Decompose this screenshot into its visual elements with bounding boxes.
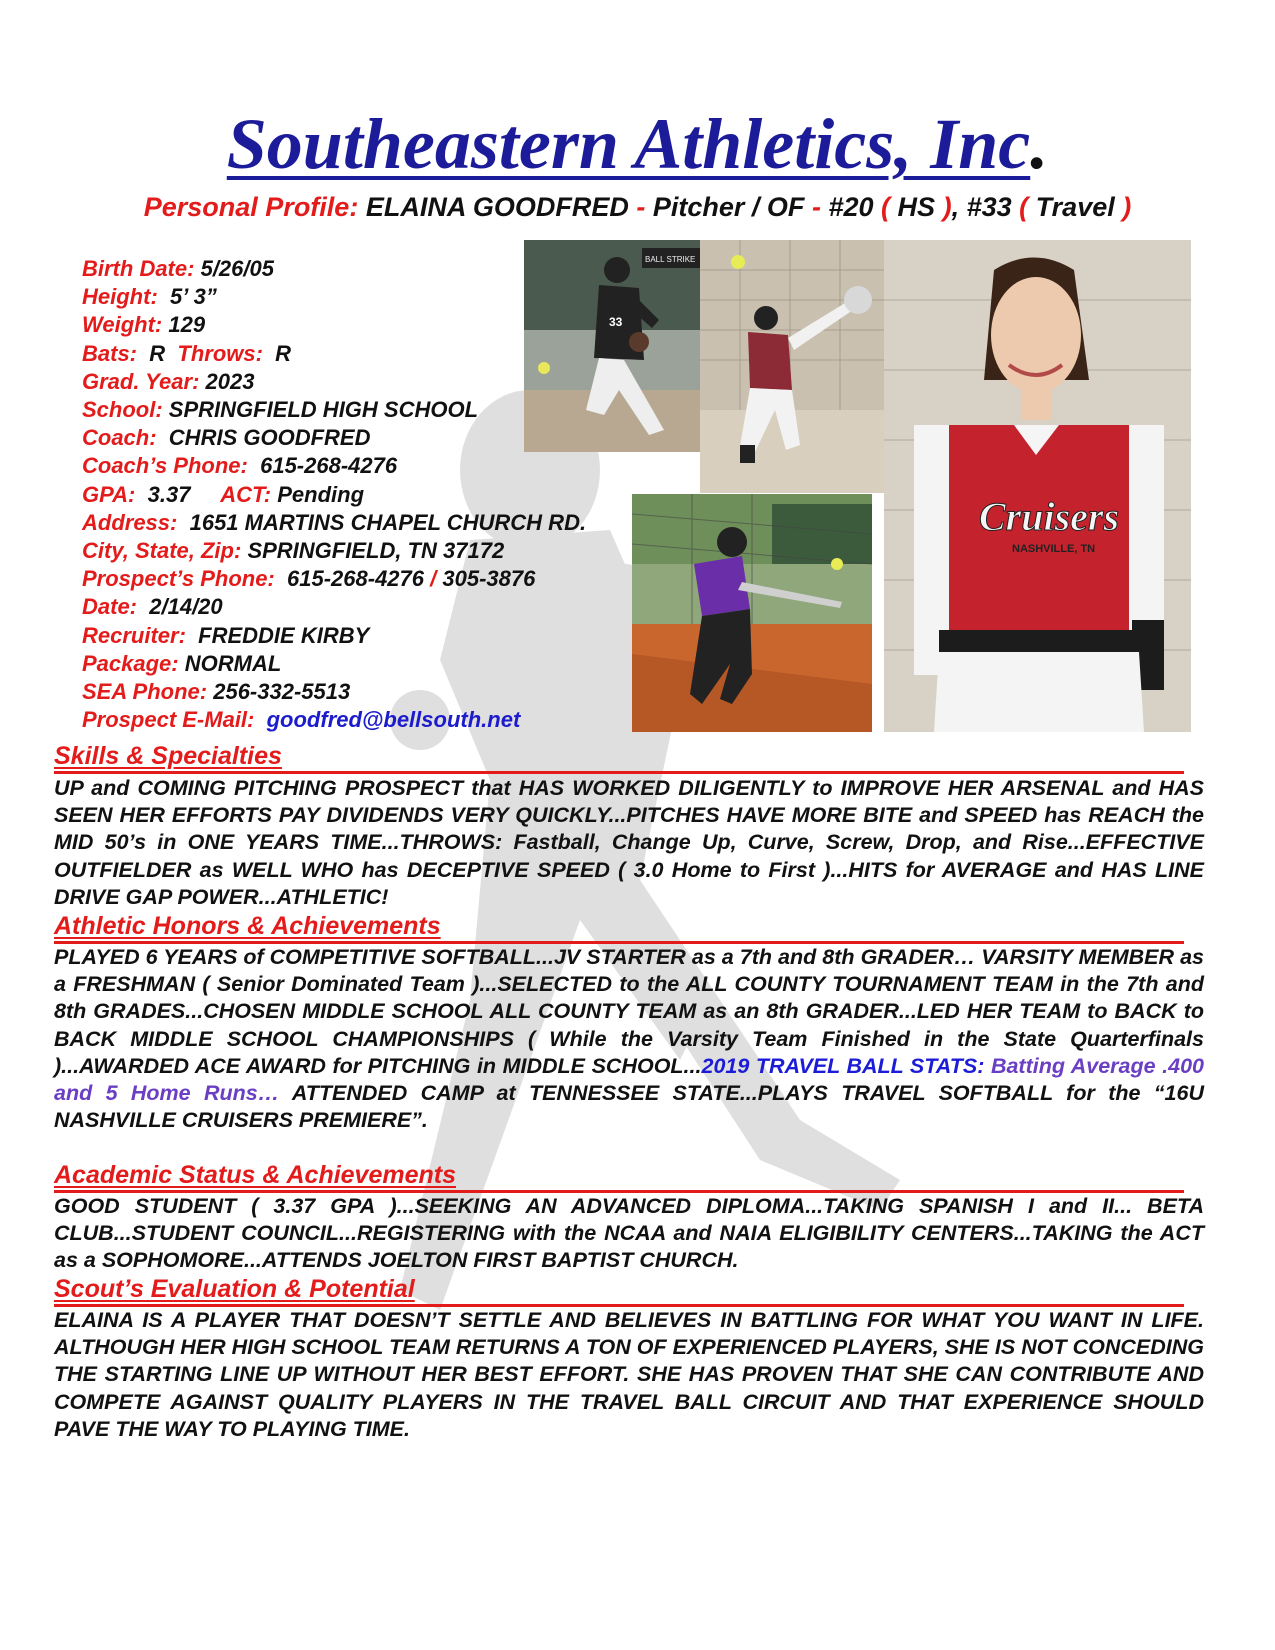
academic-text: GOOD STUDENT ( 3.37 GPA )...SEEKING AN ADVANCED DIPLOMA...TAKING SPANISH I and II... BETA CLUB...STUDENT COUNCIL...REGISTERING with the NCAA and NAIA ELIGIBILITY CENTERS...TAKING the ACT as a SOPHOMORE...ATTENDS JOELTON FIRST BAPTIST CHURCH. (54, 1194, 1204, 1273)
subtitle-label: Personal Profile: (143, 192, 359, 222)
grad-year-row: Grad. Year: 2023 (82, 368, 255, 394)
bats-throws-row: Bats: R Throws: R (82, 340, 292, 366)
jersey-logo-text: Cruisers (979, 494, 1120, 539)
academic-heading: Academic Status & Achievements (54, 1161, 1184, 1189)
photo-portrait (884, 240, 1191, 732)
birth-date-row: Birth Date: 5/26/05 (82, 256, 274, 281)
profile-subtitle: Personal Profile: ELAINA GOODFRED - Pitcher / OF - #20 ( HS ), #33 ( Travel ) (143, 192, 1132, 222)
jersey-number-text: 33 (609, 315, 623, 329)
player-name: ELAINA GOODFRED (365, 192, 629, 222)
skills-text: UP and COMING PITCHING PROSPECT that HAS WORKED DILIGENTLY to IMPROVE HER ARSENAL and HAS SEEN HER EFFORTS PAY DIVIDENDS VERY QUICKLY...PITCHES HAVE MORE BITE and SPEED has REACH the MID 50’s in ONE YEARS TIME...THROWS: Fastball, Change Up, Curve, Screw, Drop, and Rise...EFFECTIVE OUTFIELDER as WELL WHO has DECEPTIVE SPEED ( 3.0 Home to First )...HITS for AVERAGE and HAS LINE DRIVE GAP POWER...ATHLETIC! (54, 776, 1204, 909)
athletic-text: PLAYED 6 YEARS of COMPETITIVE SOFTBALL...JV STARTER as a 7th and 8th GRADER… VARSITY MEMBER as a FRESHMAN ( Senior Dominated Team )...SELECTED to the ALL COUNTY TOURNAMENT TEAM in the 7th and 8th GRADES...CHOSEN MIDDLE SCHOOL ALL COUNTY TEAM as an 8th GRADER...LED HER TEAM to BACK to BACK MIDDLE SCHOOL CHAMPIONSHIPS ( While the Varsity Team Finished in the State Quarterfinals )...AWARDED ACE AWARD for PITCHING in MIDDLE SCHOOL...2019 TRAVEL BALL STATS: Batting Average .400 and 5 Home Runs… ATTENDED CAMP at TENNESSEE STATE...PLAYS TRAVEL SOFTBALL for the “16U NASHVILLE CRUISERS PREMIERE”. (54, 945, 1204, 1133)
photo-pitching-windup (700, 240, 889, 493)
city-row: City, State, Zip: SPRINGFIELD, TN 37172 (82, 538, 505, 564)
email-row: Prospect E-Mail: goodfred@bellsouth.net (82, 707, 521, 733)
prospect-phone-row: Prospect’s Phone: 615-268-4276 / 305-3876 (82, 566, 536, 592)
recruiter-row: Recruiter: FREDDIE KIRBY (82, 622, 370, 648)
page-title: Southeastern Athletics, Inc. (226, 104, 1049, 184)
sea-phone-row: SEA Phone: 256-332-5513 (82, 679, 351, 705)
address-row: Address: 1651 MARTINS CHAPEL CHURCH RD. (82, 509, 587, 535)
photo-batting (632, 494, 872, 732)
photo-pitching-follow-through (524, 240, 700, 452)
coach-row: Coach: CHRIS GOODFRED (82, 425, 371, 451)
email-link[interactable]: goodfred@bellsouth.net (266, 707, 521, 733)
scout-heading: Scout’s Evaluation & Potential (54, 1275, 1184, 1303)
jersey-number-travel: , #33 (951, 192, 1012, 222)
travel-stats-value: Batting Average .400 and 5 Home Runs… (54, 1053, 1204, 1106)
package-row: Package: NORMAL (82, 650, 282, 676)
player-position: Pitcher / OF (652, 192, 805, 222)
athletic-heading: Athletic Honors & Achievements (54, 912, 1184, 940)
gpa-act-row: GPA: 3.37 ACT: Pending (82, 481, 365, 507)
height-row: Height: 5’ 3” (82, 284, 217, 310)
weight-row: Weight: 129 (82, 312, 206, 338)
skills-heading: Skills & Specialties (54, 742, 1184, 770)
jersey-number-hs: #20 (828, 192, 874, 222)
coach-phone-row: Coach’s Phone: 615-268-4276 (82, 453, 398, 479)
date-row: Date: 2/14/20 (82, 594, 223, 620)
school-row: School: SPRINGFIELD HIGH SCHOOL (82, 397, 479, 423)
scout-text: ELAINA IS A PLAYER THAT DOESN’T SETTLE AND BELIEVES IN BATTLING FOR WHAT YOU WANT IN LIFE. ALTHOUGH HER HIGH SCHOOL TEAM RETURNS A TON OF EXPERIENCED PLAYERS, SHE IS NOT CONCEDING THE STARTING LINE UP WITHOUT HER BEST EFFORT. SHE HAS PROVEN THAT SHE CAN CONTRIBUTE AND COMPETE AGAINST QUALITY PLAYERS IN THE TRAVEL BALL CIRCUIT AND THAT EXPERIENCE SHOULD PAVE THE WAY TO PLAYING TIME. (54, 1308, 1204, 1441)
jersey-logo-subtext: NASHVILLE, TN (1012, 543, 1096, 555)
scoreboard-text: BALL STRIKE (645, 255, 696, 264)
travel-stats-label: 2019 TRAVEL BALL STATS: (701, 1053, 985, 1078)
